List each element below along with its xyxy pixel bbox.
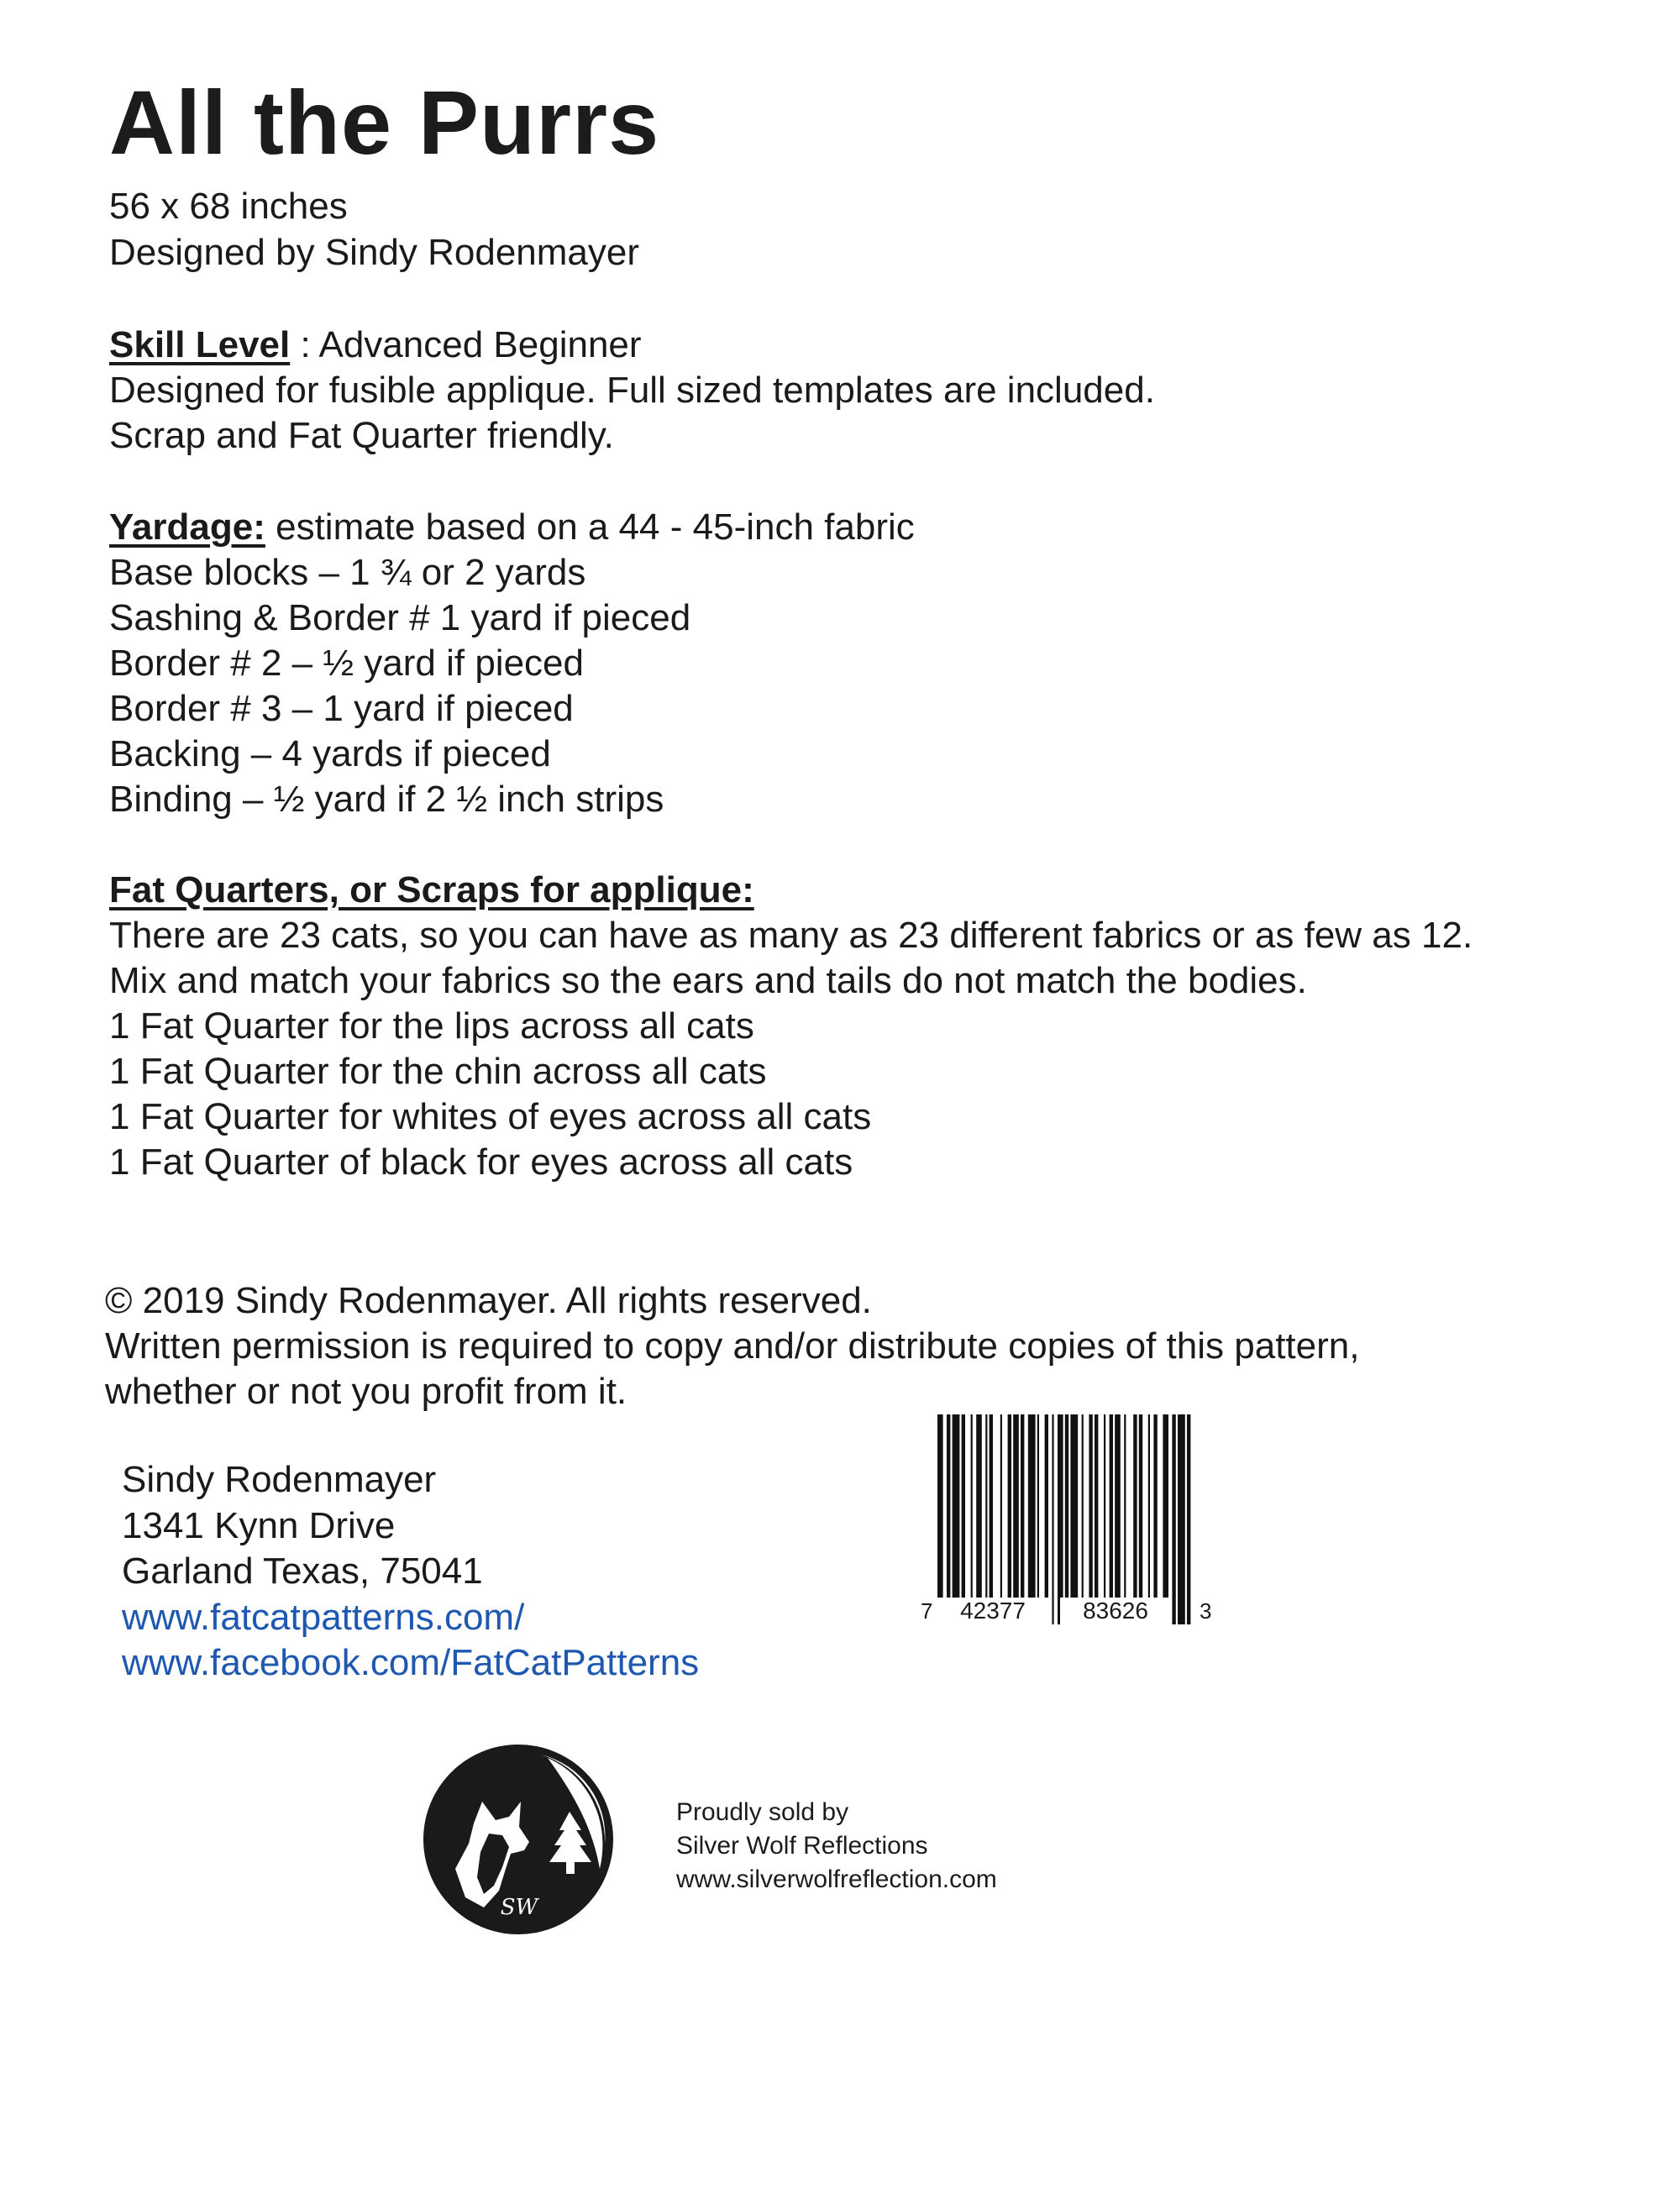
skill-separator: : — [290, 324, 319, 365]
yardage-item: Binding – ½ yard if 2 ½ inch strips — [109, 779, 664, 820]
copyright-section — [105, 1278, 1359, 1414]
yardage-item: Backing – 4 yards if pieced — [109, 733, 551, 774]
barcode-bar — [953, 1414, 960, 1624]
barcode-bar — [1082, 1414, 1084, 1624]
barcode-bar — [1104, 1414, 1105, 1624]
skill-level-heading: Skill Level — [109, 324, 291, 365]
barcode-digit-first: 7 — [921, 1598, 933, 1624]
barcode-bar — [937, 1414, 943, 1624]
pattern-title: All the Purrs — [109, 71, 660, 173]
barcode-digits-left: 42377 — [960, 1598, 1026, 1624]
barcode-bar — [1052, 1414, 1053, 1624]
contact-address — [122, 1457, 699, 1687]
fat-quarters-heading: Fat Quarters, or Scraps for applique: — [109, 869, 754, 910]
barcode-bar — [971, 1414, 973, 1624]
barcode-bar — [1013, 1414, 1019, 1624]
barcode-bars — [937, 1414, 1190, 1624]
barcode-bar — [1153, 1414, 1157, 1624]
barcode-bar — [947, 1414, 950, 1624]
yardage-heading: Yardage: — [109, 506, 265, 548]
yardage-intro: estimate based on a 44 - 45-inch fabric — [265, 506, 915, 548]
facebook-link[interactable]: www.facebook.com/FatCatPatterns — [122, 1642, 700, 1683]
yardage-item: Base blocks – 1 ¾ or 2 yards — [109, 552, 586, 593]
barcode-bar — [1065, 1414, 1068, 1624]
barcode-bar — [1115, 1414, 1121, 1624]
barcode-bar — [1110, 1414, 1113, 1624]
barcode-bar — [1163, 1414, 1168, 1624]
yardage-item: Sashing & Border # 1 yard if pieced — [109, 597, 691, 638]
barcode-bar — [976, 1414, 982, 1624]
skill-note: Scrap and Fat Quarter friendly. — [109, 415, 614, 456]
barcode-bar — [962, 1414, 965, 1624]
barcode-bar — [1187, 1414, 1190, 1624]
contact-city: Garland Texas, 75041 — [122, 1550, 483, 1592]
fat-quarters-line: 1 Fat Quarter for the chin across all cats — [109, 1051, 767, 1092]
yardage-section — [109, 505, 915, 822]
yardage-row — [109, 505, 915, 550]
skill-level-value: Advanced Beginner — [318, 324, 642, 365]
yardage-item: Border # 2 – ½ yard if pieced — [109, 643, 584, 684]
barcode-bar — [1045, 1414, 1048, 1624]
website-link[interactable]: www.fatcatpatterns.com/ — [122, 1596, 525, 1638]
fat-quarters-line: There are 23 cats, so you can have as many as 23 different fabrics or as few as 12. — [109, 915, 1473, 956]
barcode-digits-right: 83626 — [1083, 1598, 1148, 1624]
silver-wolf-logo — [422, 1743, 615, 1936]
barcode-bar — [1089, 1414, 1092, 1624]
barcode-bar — [1095, 1414, 1098, 1624]
quilt-size: 56 x 68 inches — [109, 186, 348, 227]
barcode-bar — [1000, 1414, 1002, 1624]
barcode-bar — [1021, 1414, 1024, 1624]
contact-street: 1341 Kynn Drive — [122, 1504, 396, 1546]
skill-row — [109, 323, 1155, 368]
contact-name: Sindy Rodenmayer — [122, 1459, 437, 1500]
barcode-bar — [1058, 1414, 1063, 1624]
fat-quarters-section — [109, 868, 1473, 1185]
barcode-bar — [1178, 1414, 1185, 1624]
fat-quarters-line: 1 Fat Quarter for whites of eyes across all cats — [109, 1096, 872, 1137]
barcode-bar — [1037, 1414, 1039, 1624]
upc-barcode — [917, 1414, 1211, 1629]
barcode-bar — [1133, 1414, 1137, 1624]
barcode-bar — [1124, 1414, 1126, 1624]
fat-quarters-line: 1 Fat Quarter for the lips across all cats — [109, 1005, 754, 1047]
barcode-bar — [1172, 1414, 1175, 1624]
designer-credit: Designed by Sindy Rodenmayer — [109, 232, 640, 273]
fat-quarters-line: 1 Fat Quarter of black for eyes across all cats — [109, 1141, 853, 1183]
skill-section — [109, 323, 1155, 459]
logo-monogram: SW — [500, 1895, 538, 1920]
seller-line: Proudly sold by — [676, 1798, 849, 1826]
barcode-bar — [1070, 1414, 1078, 1624]
seller-info — [676, 1796, 997, 1897]
fat-quarters-line: Mix and match your fabrics so the ears and tails do not match the bodies. — [109, 960, 1307, 1001]
barcode-bar — [1139, 1414, 1142, 1624]
yardage-item: Border # 3 – 1 yard if pieced — [109, 688, 574, 729]
barcode-bar — [1008, 1414, 1011, 1624]
copyright-line: Written permission is required to copy and/or distribute copies of this pattern, — [105, 1325, 1360, 1367]
seller-line: Silver Wolf Reflections — [676, 1832, 928, 1860]
barcode-bar — [1148, 1414, 1150, 1624]
copyright-line: © 2019 Sindy Rodenmayer. All rights reserved. — [105, 1280, 872, 1321]
copyright-line: whether or not you profit from it. — [105, 1371, 627, 1412]
seller-line: www.silverwolfreflection.com — [676, 1865, 997, 1893]
barcode-bar — [985, 1414, 987, 1624]
skill-note: Designed for fusible applique. Full sized templates are included. — [109, 370, 1155, 411]
barcode-bar — [990, 1414, 993, 1624]
barcode-digit-check: 3 — [1200, 1598, 1211, 1624]
barcode-bar — [1028, 1414, 1036, 1624]
